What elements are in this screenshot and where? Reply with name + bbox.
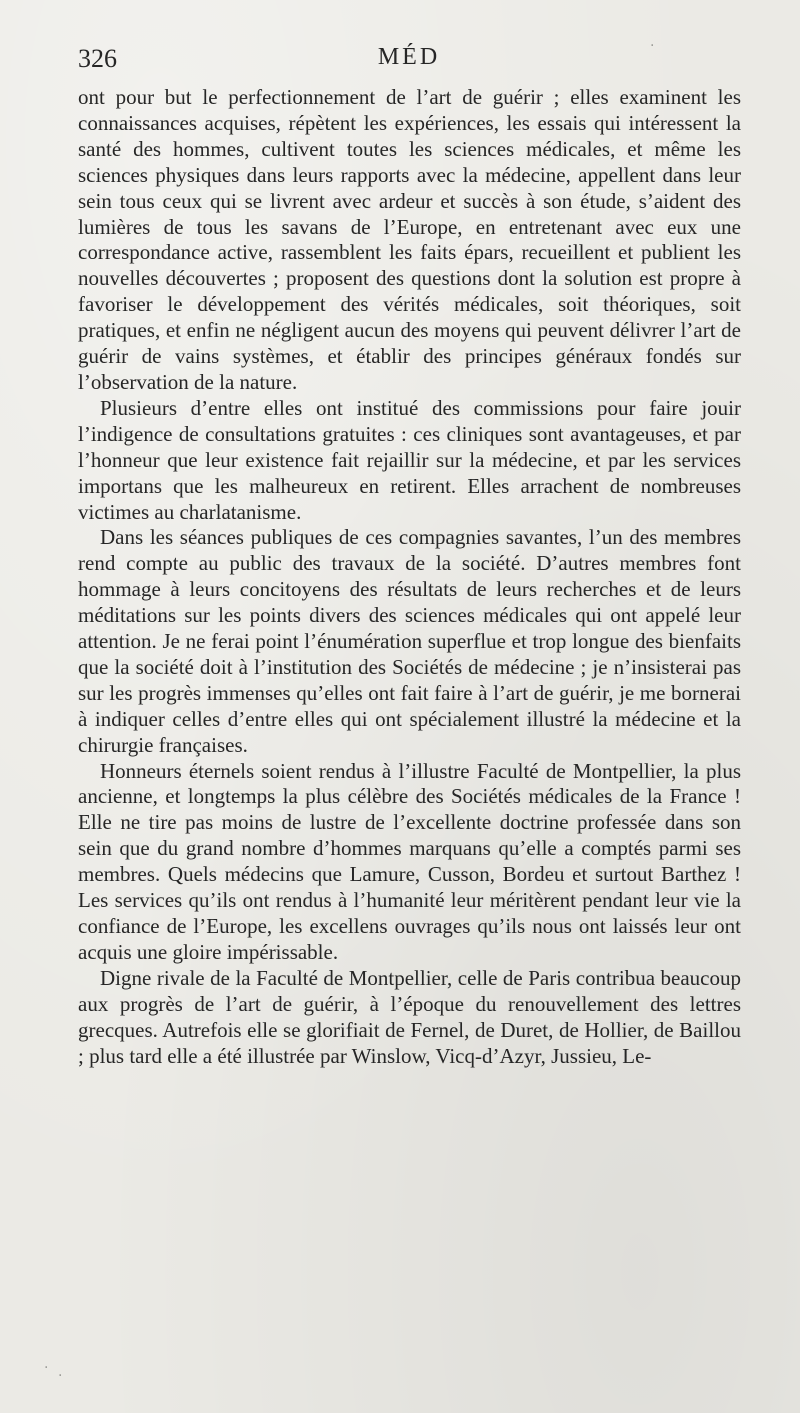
paper-speck: ·	[58, 1368, 63, 1384]
running-head: MÉD	[377, 44, 441, 70]
paragraph-2: Plusieurs d’entre elles ont institué des commissions pour faire jouir l’indigence de consultations gratuites : ces cliniques sont avantageuses, et par l’honneur que leur existence fait rejaillir sur la médecine, et par les services importans que les malheureux en retirent. Elles arrachent de nombreuses victimes au charlatanisme.	[78, 395, 741, 524]
paragraph-4: Honneurs éternels soient rendus à l’illustre Faculté de Montpellier, la plus ancienne, et longtemps la plus célèbre des Sociétés médicales de la France ! Elle ne tire pas moins de lustre de l’excellente doctrine professée dans son sein que du grand nombre d’hommes marquans qu’elle a comptés parmi ses membres. Quels médecins que Lamure, Cusson, Bordeu et surtout Barthez ! Les services qu’ils ont rendus à l’humanité leur méritèrent pendant leur vie la confiance de l’Europe, les excellens ouvrages qu’ils nous ont laissés leur ont acquis une gloire impérissable.	[78, 758, 741, 964]
paragraph-3: Dans les séances publiques de ces compagnies savantes, l’un des membres rend compte au public des travaux de la société. D’autres membres font hommage à leurs concitoyens des résultats de leurs recherches et de leurs méditations sur les points divers des sciences médicales qui ont appelé leur attention. Je ne ferai point l’énumération superflue et trop longue des bienfaits que la société doit à l’institution des Sociétés de médecine ; je n’insisterai pas sur les progrès immenses qu’elles ont fait faire à l’art de guérir, je me bornerai à indiquer celles d’entre elles qui ont spécialement illustré la médecine et la chirurgie françaises.	[78, 525, 741, 757]
paragraph-1: ont pour but le perfectionnement de l’art de guérir ; elles examinent les connaissances acquises, répètent les expériences, les essais qui intéressent la santé des hommes, cultivent toutes les sciences médicales, et même les sciences physiques dans leurs rapports avec la médecine, appellent dans leur sein tous ceux qui se livrent avec ardeur et succès à son étude, s’aident des lumières de tous les savans de l’Europe, en entretenant avec eux une correspondance active, rassemblent les faits épars, recueillent et publient les nouvelles découvertes ; proposent des questions dont la solution est propre à favoriser le développement des vérités médicales, soit théoriques, soit pratiques, et enfin ne négligent aucun des moyens qui peuvent délivrer l’art de guérir de vains systèmes, et établir des principes généraux fondés sur l’observation de la nature.	[78, 85, 741, 394]
paper-speck: ·	[44, 1360, 49, 1376]
paper-speck: ·	[650, 38, 655, 54]
page-header	[78, 44, 740, 84]
paragraph-5: Digne rivale de la Faculté de Montpellier, celle de Paris contribua beaucoup aux progrès de l’art de guérir, à l’époque du renouvellement des lettres grecques. Autrefois elle se glorifiait de Fernel, de Duret, de Hollier, de Baillou ; plus tard elle a été illustrée par Winslow, Vicq-d’Azyr, Jussieu, Le-	[78, 965, 741, 1068]
page-number: 326	[78, 44, 117, 73]
body-text	[78, 85, 741, 1069]
